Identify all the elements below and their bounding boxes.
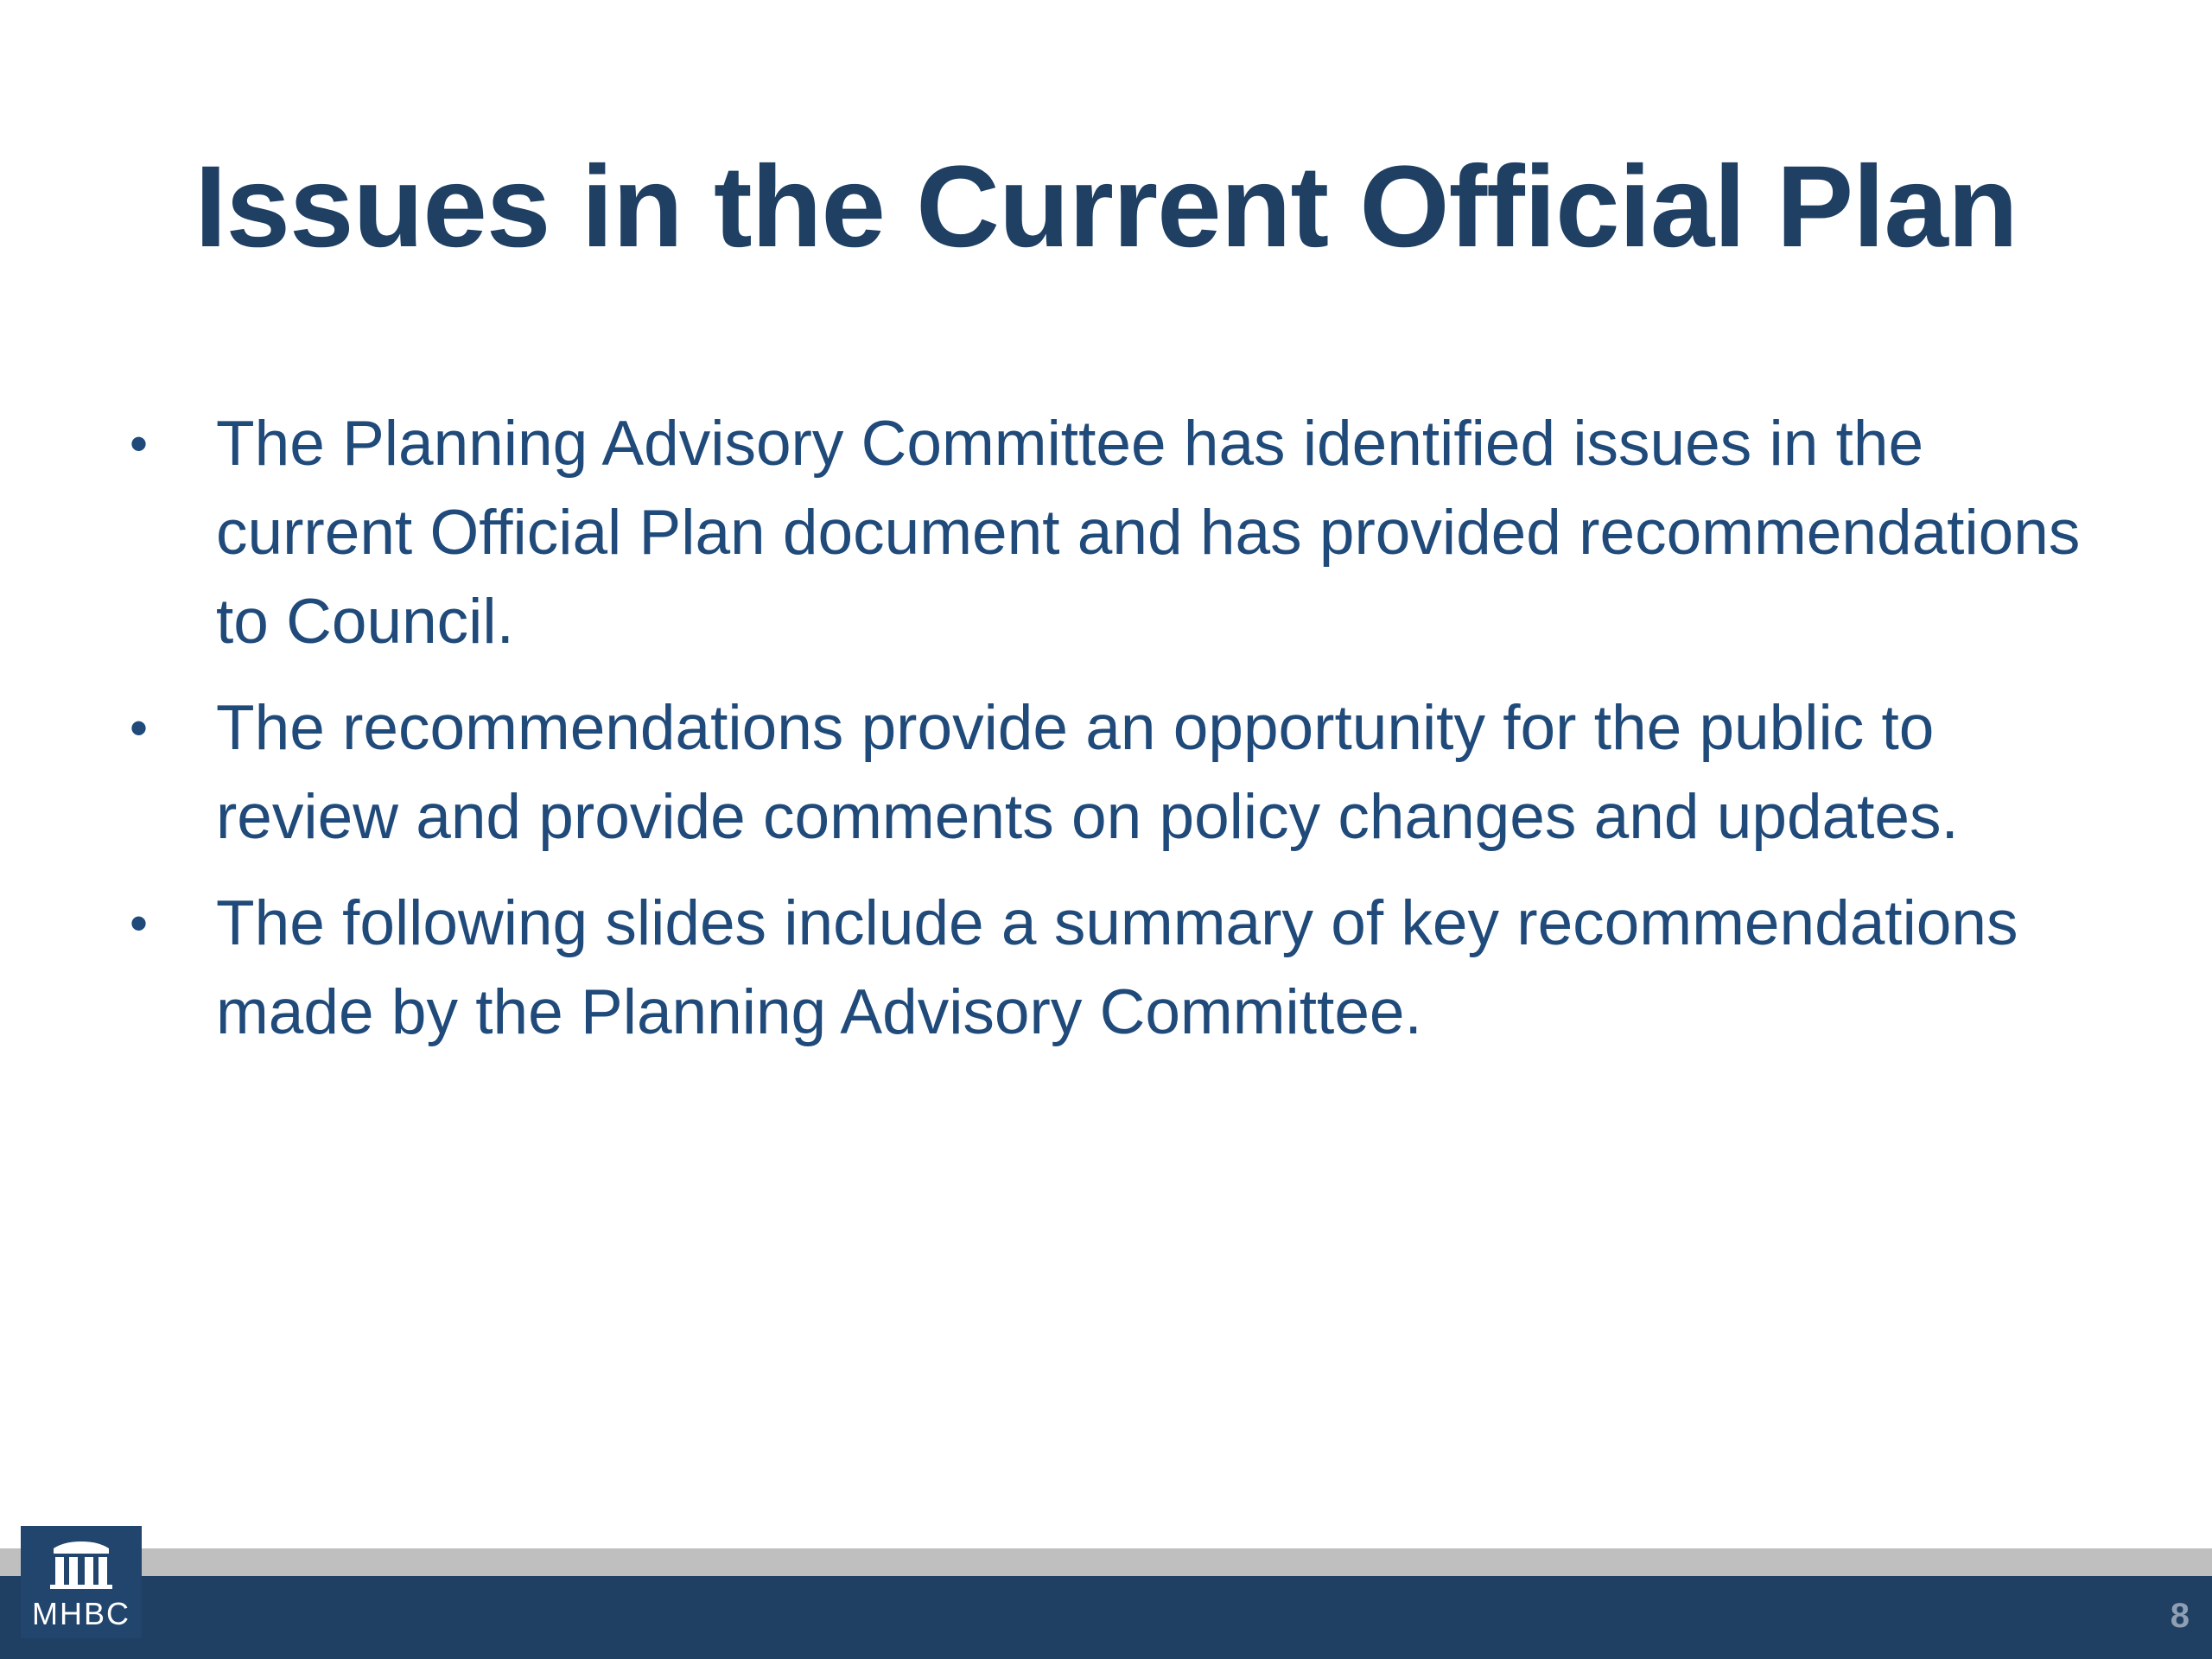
bullet-item bbox=[130, 683, 2100, 861]
footer-bar bbox=[0, 1576, 2212, 1659]
mhbc-logo bbox=[21, 1526, 142, 1638]
bullet-item bbox=[130, 879, 2100, 1057]
bullet-list bbox=[130, 399, 2100, 1074]
footer-stripe bbox=[0, 1548, 2212, 1576]
bullet-marker: • bbox=[130, 699, 149, 757]
logo-text: MHBC bbox=[32, 1596, 130, 1631]
bullet-item bbox=[130, 399, 2100, 666]
bullet-text: The following slides include a summary of key recommendations made by the Planning Advisory Committee. bbox=[216, 888, 2018, 1047]
building-columns-icon bbox=[47, 1538, 116, 1590]
page-number: 8 bbox=[2170, 1597, 2190, 1635]
bullet-marker: • bbox=[130, 894, 149, 952]
bullet-marker: • bbox=[130, 415, 149, 473]
slide-title: Issues in the Current Official Plan bbox=[194, 143, 2018, 271]
bullet-text: The recommendations provide an opportunity for the public to review and provide comments on policy changes and updates. bbox=[216, 693, 1959, 852]
bullet-text: The Planning Advisory Committee has identified issues in the current Official Plan document and has provided recommendations to Council. bbox=[216, 409, 2081, 657]
